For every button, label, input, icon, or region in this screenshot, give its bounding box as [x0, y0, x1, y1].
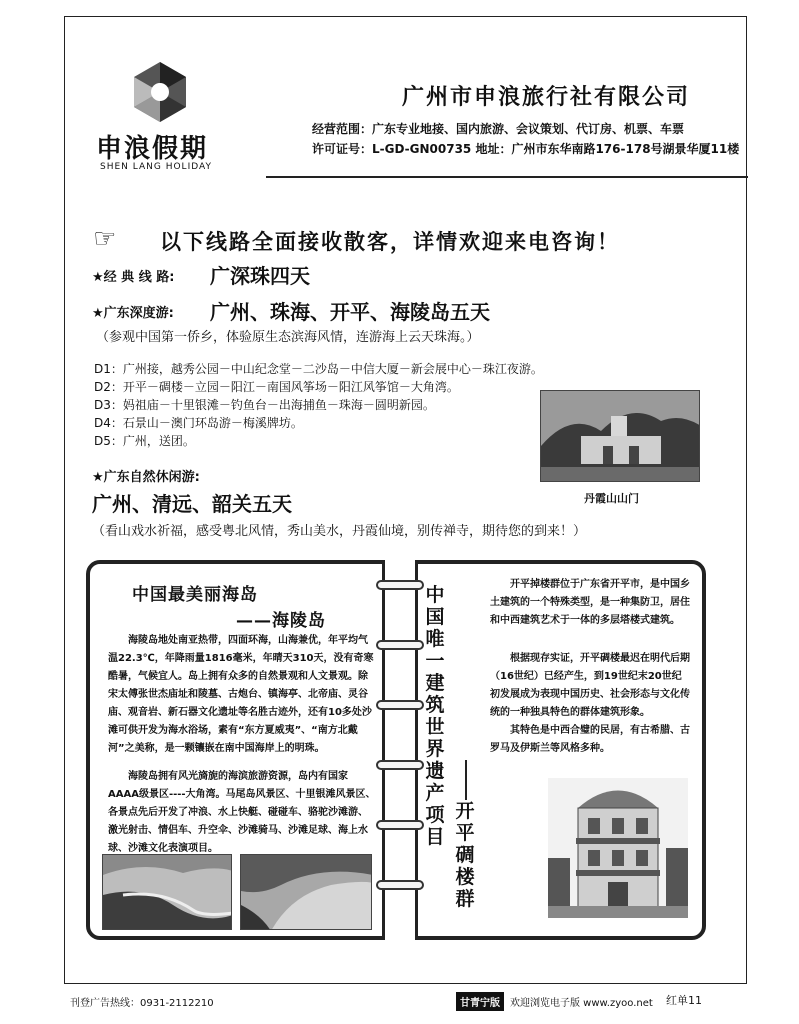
itinerary-day: D4：石景山－澳门环岛游－梅溪牌坊。 — [94, 416, 303, 430]
binder-ring — [376, 880, 424, 890]
hailing-paragraph-1: 海陵岛地处南亚热带，四面环海，山海兼优，年平均气温22.3℃，年降雨量1816毫米，年晴天310天，没有奇寒酷暑，气候宜人。岛上拥有众多的自然景观和人文景观。除宋太傅张世杰庙址和陵墓、古炮台、镇海亭、北帝庙、灵谷庙、观音岩、新石器文化遗址等名胜古迹外，还有10多处沙滩可供开发为海水浴场，素有“东方夏威夷”、“南方北戴河”之美称，是一颗镶嵌在南中国海岸上的明珠。 — [108, 635, 374, 754]
kaiping-vertical-title: 中国唯一建筑世界遗产项目 — [425, 584, 445, 848]
page-number: 红单11 — [666, 994, 702, 1007]
header-divider — [266, 176, 748, 178]
diaolou-photo — [548, 778, 688, 918]
vertical-dash — [465, 760, 467, 800]
logo-name: 申浪假期 — [96, 134, 209, 164]
beach-photo-1 — [102, 854, 232, 930]
kaiping-vertical-subtitle: 开平碉楼群 — [455, 800, 475, 910]
beach-photo-2 — [240, 854, 372, 930]
binder-ring — [376, 760, 424, 770]
logo-subtitle: SHEN LANG HOLIDAY — [100, 162, 212, 172]
deep-route-note: （参观中国第一侨乡，体验原生态滨海风情，连游海上云天珠海。） — [96, 330, 480, 345]
logo — [96, 60, 236, 180]
pointing-hand-icon: ☞ — [93, 224, 117, 254]
classic-route-title: 广深珠四天 — [210, 264, 310, 288]
binder-ring — [376, 580, 424, 590]
hailing-subtitle: ——海陵岛 — [236, 611, 326, 631]
business-scope: 经营范围：广东专业地接、国内旅游、会议策划、代订房、机票、车票 — [312, 122, 685, 136]
leisure-route-title: 广州、清远、韶关五天 — [92, 492, 292, 516]
edition-badge: 甘青宁版 — [456, 992, 504, 1011]
ad-hotline: 刊登广告热线：0931-2112210 — [70, 998, 214, 1009]
itinerary-day: D1：广州接，越秀公园－中山纪念堂－二沙岛－中信大厦－新会展中心－珠江夜游。 — [94, 362, 543, 376]
kaiping-paragraph-3: 其特色是中西合璧的民居，有古希腊、古罗马及伊斯兰等风格多种。 — [490, 725, 690, 754]
classic-route-label: ★经 典 线 路: — [92, 270, 175, 285]
deep-route-label: ★广东深度游: — [92, 306, 174, 321]
website-link[interactable]: 欢迎浏览电子版 www.zyoo.net — [510, 998, 653, 1009]
company-name: 广州市申浪旅行社有限公司 — [402, 85, 691, 110]
itinerary-day: D2：开平－碉楼－立园－阳江－南国风筝场－阳江风筝馆－大角湾。 — [94, 380, 459, 394]
itinerary-day: D5：广州，送团。 — [94, 434, 195, 448]
headline: 以下线路全面接收散客，详情欢迎来电咨询！ — [160, 230, 620, 254]
hexagon-logo-icon — [130, 60, 190, 124]
photo-caption: 丹霞山山门 — [584, 492, 639, 505]
hailing-paragraph-2: 海陵岛拥有风光旖旎的海滨旅游资源，岛内有国家AAAA级景区----大角湾。马尾岛风景区、十里银滩风景区、各景点先后开发了冲浪、水上快艇、碰碰车、骆驼沙滩游、激光射击、情侣车、升空伞、沙滩骑马、沙滩足球、海上水球、沙滩文化表演项目。 — [108, 771, 376, 854]
binder-ring — [376, 700, 424, 710]
kaiping-paragraph-2: 根据现存实证，开平碉楼最迟在明代后期（16世纪）已经产生，到19世纪末20世纪初发展成为表现中国历史、社会形态与文化传统的一种独具特色的群体建筑形象。 — [490, 653, 690, 718]
itinerary-day: D3：妈祖庙－十里银滩－钓鱼台－出海捕鱼－珠海－圆明新园。 — [94, 398, 435, 412]
kaiping-paragraph-1: 开平掉楼群位于广东省开平市，是中国乡土建筑的一个特殊类型，是一种集防卫，居住和中西建筑艺术于一体的多层塔楼式建筑。 — [490, 579, 690, 626]
license-address: 许可证号：L-GD-GN00735 地址：广州市东华南路176-178号湖景华厦11楼 — [312, 142, 740, 156]
deep-route-title: 广州、珠海、开平、海陵岛五天 — [210, 300, 490, 324]
leisure-route-label: ★广东自然休闲游: — [92, 470, 200, 485]
leisure-route-note: （看山戏水祈福，感受粤北风情，秀山美水，丹霞仙境，别传禅寺，期待您的到来！） — [92, 524, 587, 539]
danxia-gate-photo — [540, 390, 700, 482]
hailing-title: 中国最美丽海岛 — [132, 585, 258, 605]
binder-ring — [376, 820, 424, 830]
binder-ring — [376, 640, 424, 650]
